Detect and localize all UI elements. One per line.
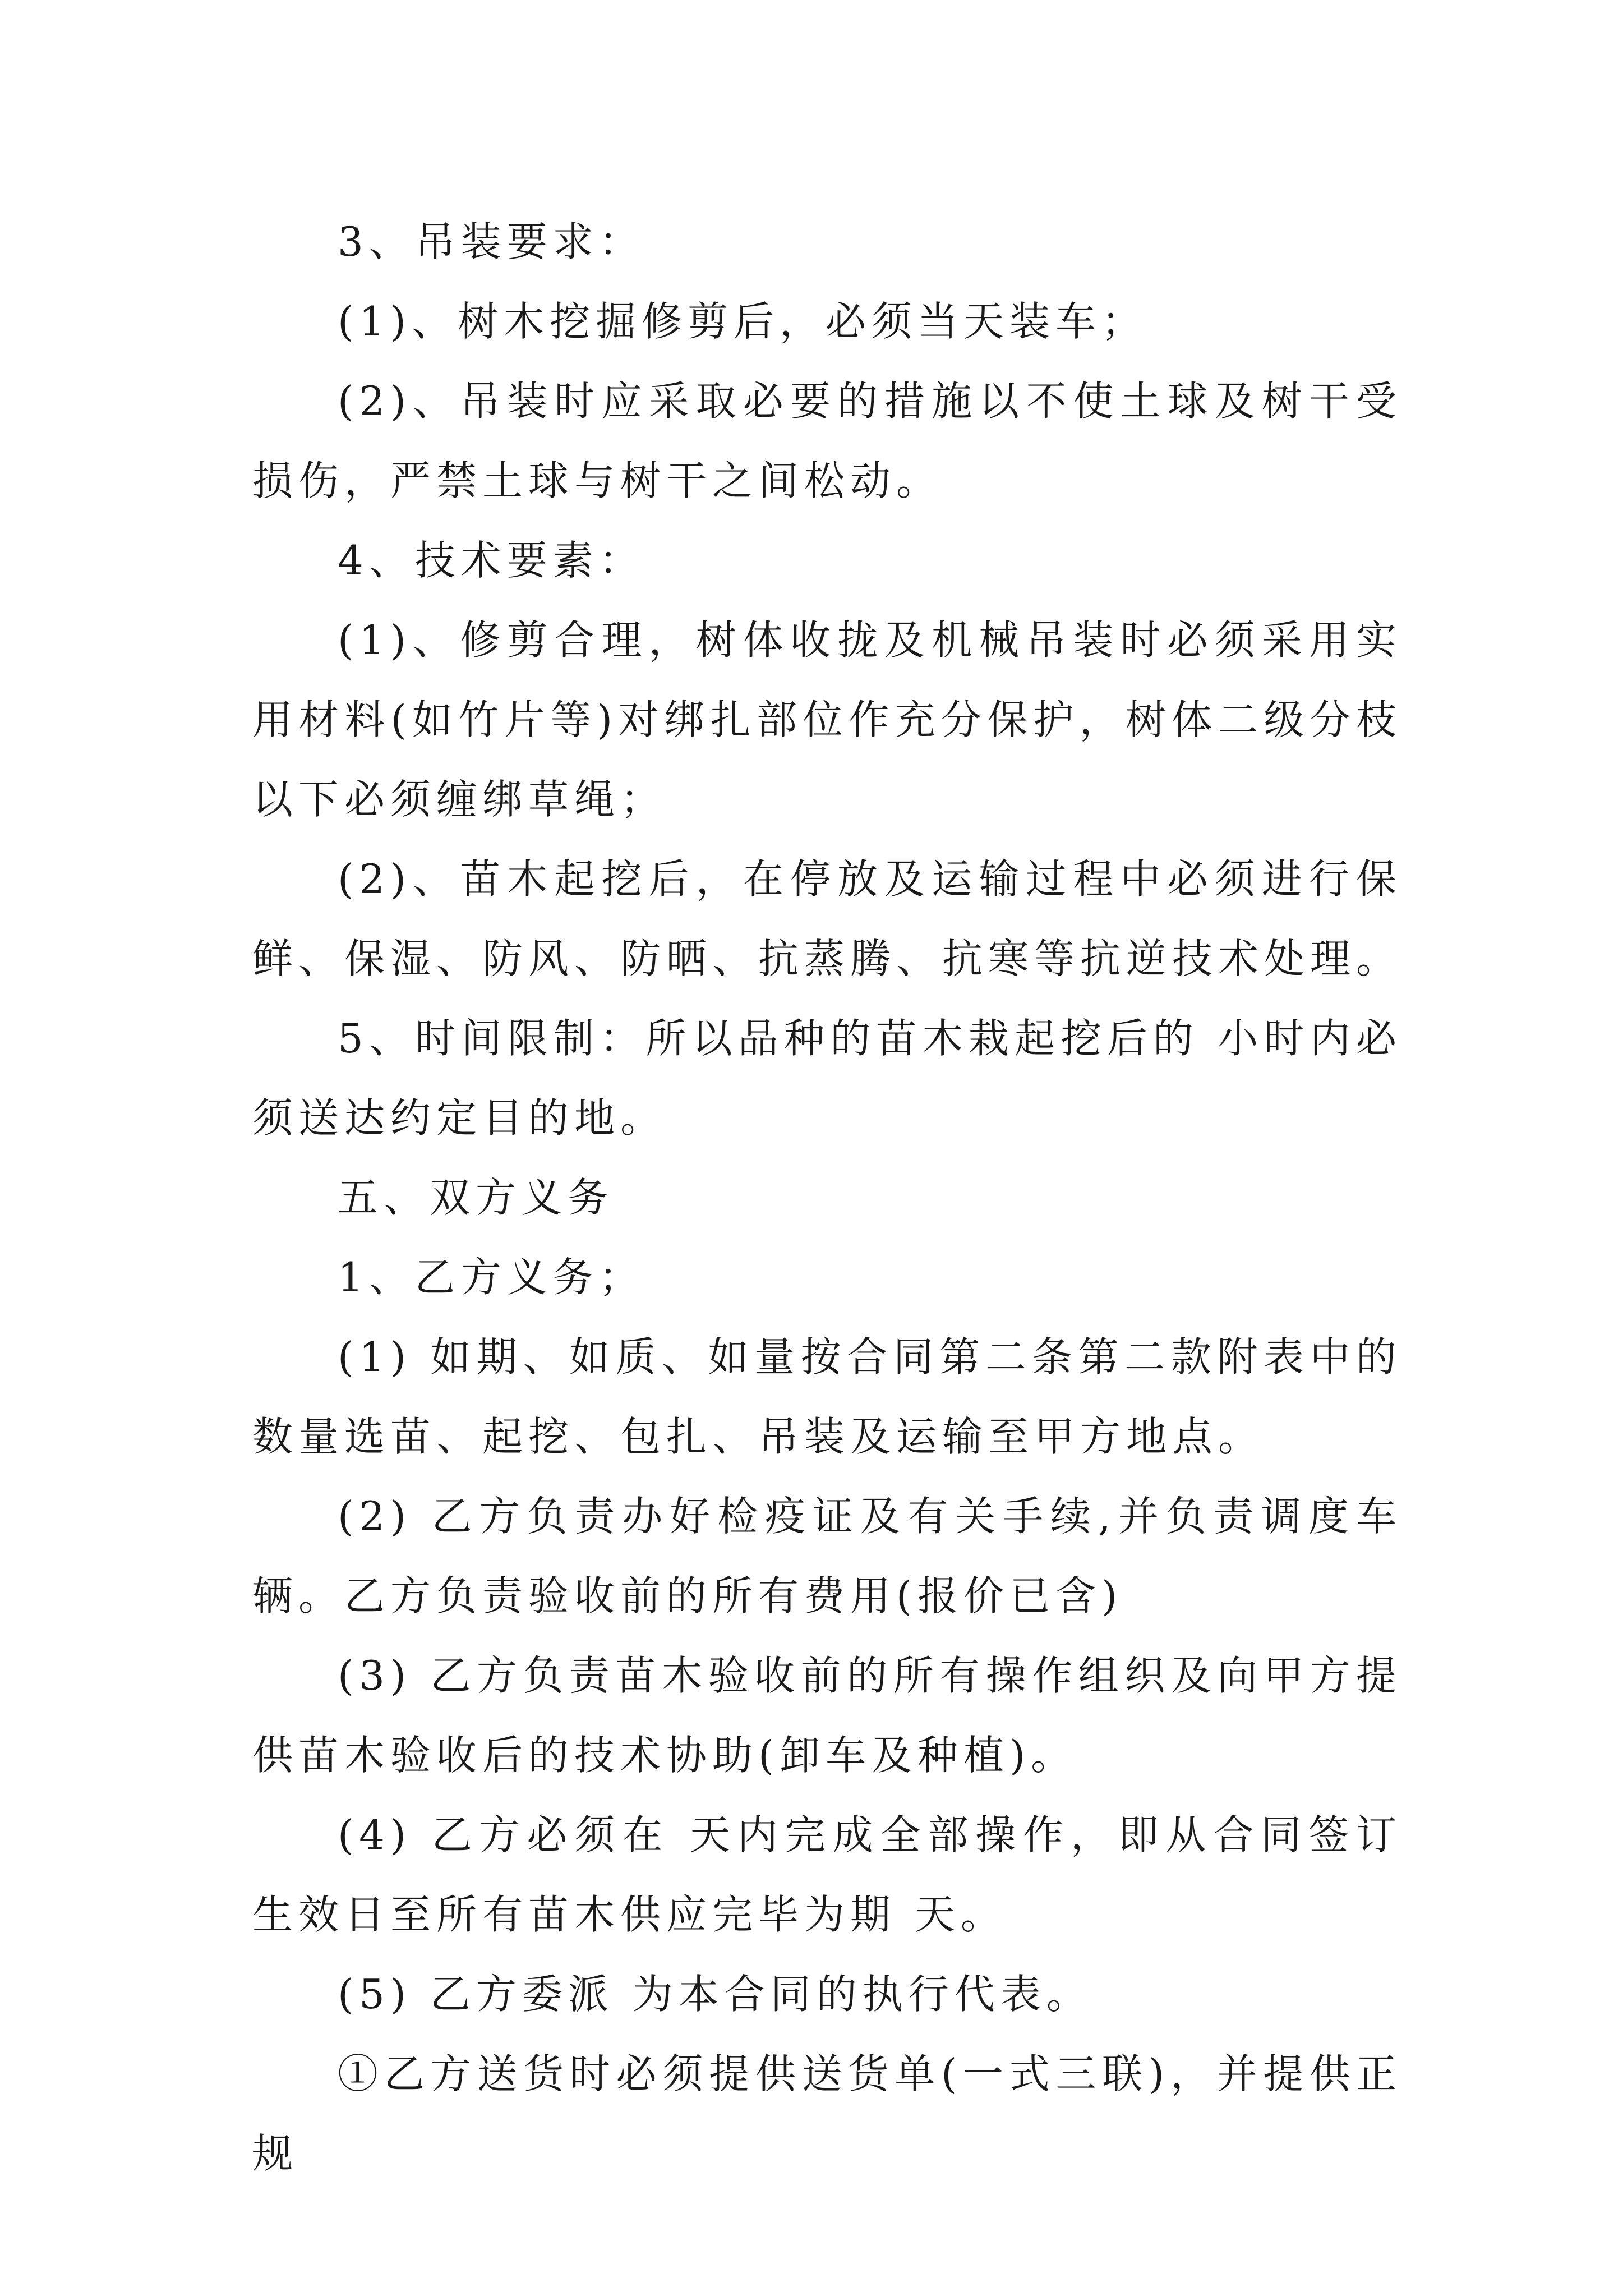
chapter-5-heading: 五、双方义务	[338, 1174, 614, 1221]
clause-4-2: (2)、苗木起挖后，在停放及运输过程中必须进行保鲜、保湿、防风、防晒、抗蒸腾、抗寒等抗逆技术处理。	[252, 855, 1403, 982]
section-5-time-limit: 5、时间限制：所以品种的苗木栽起挖后的 小时内必须送达约定目的地。	[252, 1015, 1402, 1142]
section-3-heading: 3、吊装要求：	[338, 218, 645, 265]
obligation-3: (3) 乙方负责苗木验收前的所有操作组织及向甲方提供苗木验收后的技术协助(卸车及种植)。	[252, 1652, 1402, 1779]
obligation-4: (4) 乙方必须在 天内完成全部操作，即从合同签订生效日至所有苗木供应完毕为期 天。	[252, 1811, 1402, 1938]
clause-3-2: (2)、吊装时应采取必要的措施以不使土球及树干受损伤，严禁土球与树干之间松动。	[252, 378, 1402, 504]
obligation-5: (5) 乙方委派 为本合同的执行代表。	[338, 1971, 1092, 2018]
clause-3-1: (1)、树木挖掘修剪后，必须当天装车；	[338, 298, 1147, 345]
obligation-1: (1) 如期、如质、如量按合同第二条第二款附表中的数量选苗、起挖、包扎、吊装及运输至甲方地点。	[252, 1333, 1402, 1460]
party-b-obligations-heading: 1、乙方义务；	[338, 1254, 645, 1301]
obligation-2: (2) 乙方负责办好检疫证及有关手续,并负责调度车辆。乙方负责验收前的所有费用(报价已含)	[252, 1493, 1402, 1619]
section-4-heading: 4、技术要素：	[338, 537, 645, 584]
contract-body	[252, 202, 1402, 2193]
sub-item-1: ①乙方送货时必须提供送货单(一式三联)，并提供正规	[252, 2050, 1402, 2177]
clause-4-1: (1)、修剪合理，树体收拢及机械吊装时必须采用实用材料(如竹片等)对绑扎部位作充分保护，树体二级分枝以下必须缠绑草绳；	[252, 616, 1402, 823]
